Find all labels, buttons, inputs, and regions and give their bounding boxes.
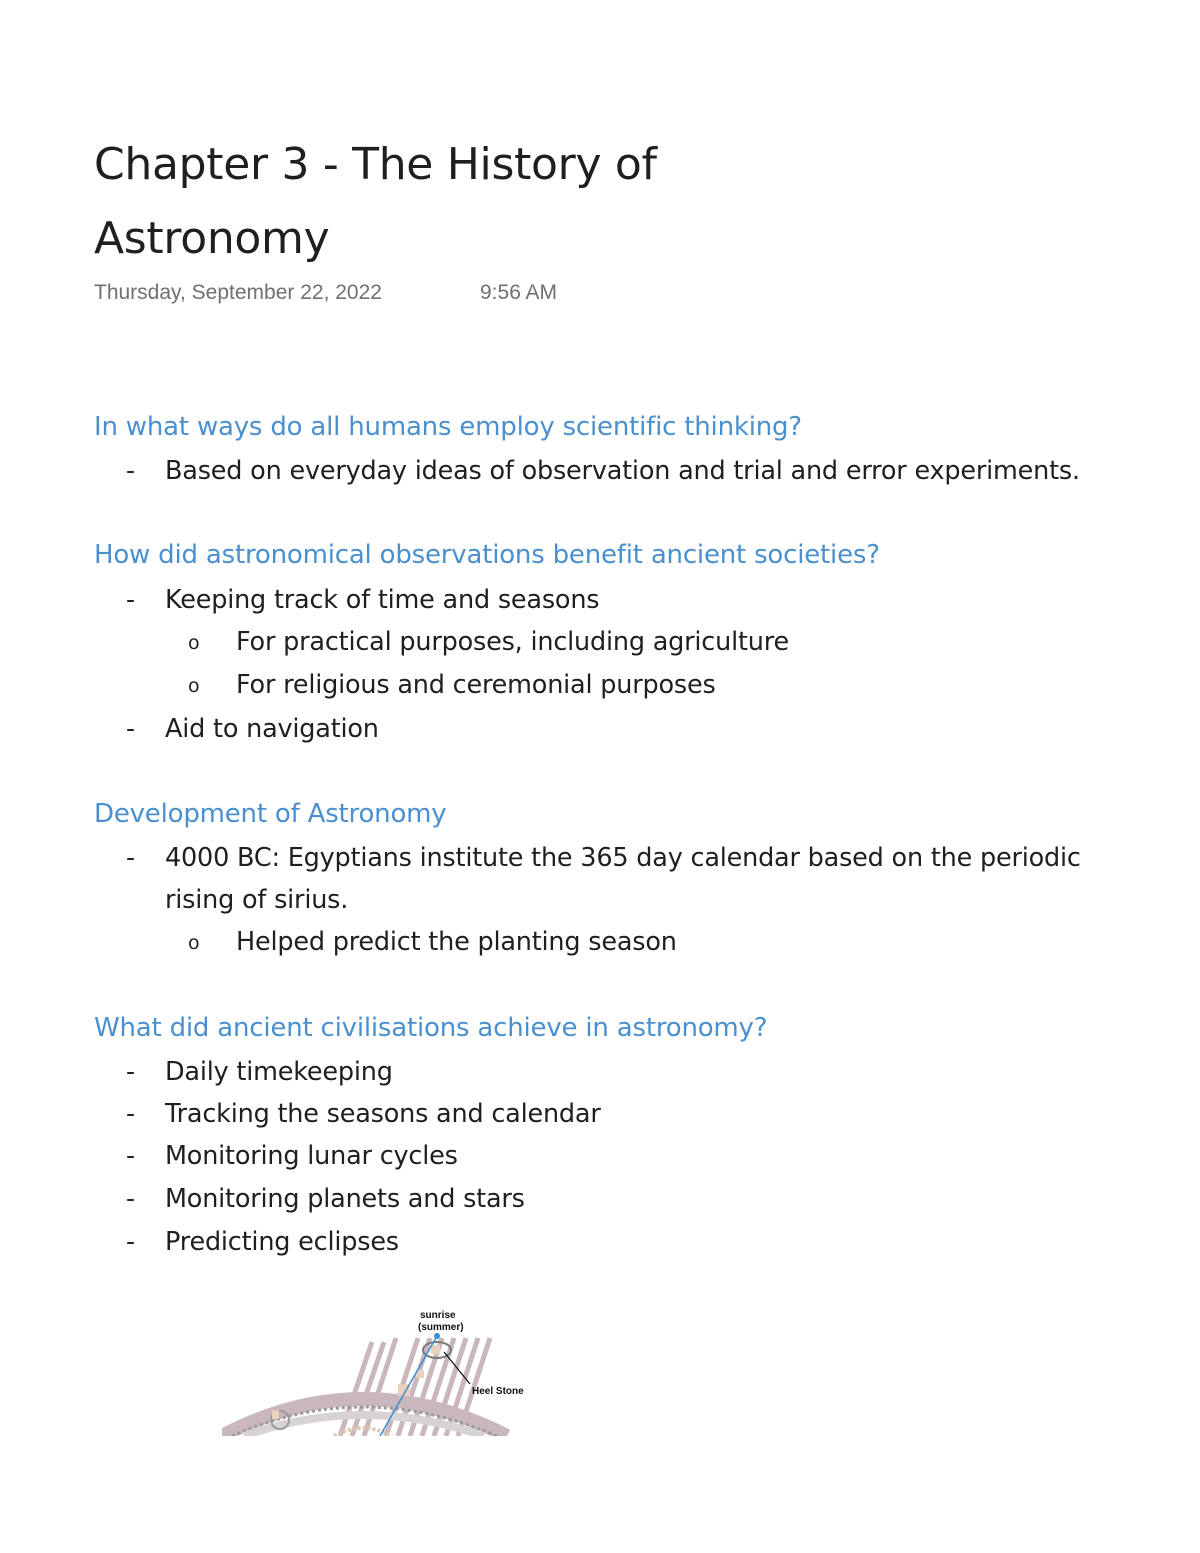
- list-item: Keeping track of time and seasons: [165, 585, 600, 615]
- circle-bullet: o: [188, 932, 200, 954]
- section-heading-scientific-thinking: In what ways do all humans employ scientific thinking?: [94, 412, 802, 442]
- page-title: Chapter 3 - The History of Astronomy: [94, 139, 657, 264]
- dash-bullet: -: [126, 1184, 136, 1213]
- dash-bullet: -: [126, 843, 136, 872]
- section-heading-achievements: What did ancient civilisations achieve in astronomy?: [94, 1013, 768, 1043]
- list-item: Aid to navigation: [165, 714, 379, 744]
- sun-marker: [434, 1333, 440, 1339]
- page-time: 9:56 AM: [480, 281, 558, 304]
- circle-bullet: o: [188, 675, 200, 697]
- dash-bullet: -: [126, 1227, 136, 1256]
- dash-bullet: -: [126, 1099, 136, 1128]
- station-stone: [272, 1410, 279, 1419]
- list-item-continuation: rising of sirius.: [165, 885, 349, 915]
- list-item: Based on everyday ideas of observation and trial and error experiments.: [165, 456, 1080, 486]
- label-summer: (summer): [418, 1322, 464, 1333]
- dash-bullet: -: [126, 714, 136, 743]
- circle-bullet: o: [188, 632, 200, 654]
- dash-bullet: -: [126, 585, 136, 614]
- stonehenge-diagram-svg: [222, 1302, 542, 1436]
- list-item: For practical purposes, including agriculture: [236, 627, 789, 657]
- list-item: Tracking the seasons and calendar: [165, 1099, 601, 1129]
- label-sunrise: sunrise: [420, 1310, 456, 1321]
- label-heel-stone: Heel Stone: [472, 1386, 524, 1397]
- list-item: Daily timekeeping: [165, 1057, 393, 1087]
- list-item: Monitoring lunar cycles: [165, 1141, 458, 1171]
- dash-bullet: -: [126, 1141, 136, 1170]
- dash-bullet: -: [126, 1057, 136, 1086]
- list-item: 4000 BC: Egyptians institute the 365 day calendar based on the periodic: [165, 843, 1081, 873]
- section-heading-ancient-benefits: How did astronomical observations benefit ancient societies?: [94, 540, 880, 570]
- list-item: Predicting eclipses: [165, 1227, 399, 1257]
- heel-stone: [431, 1345, 440, 1354]
- dash-bullet: -: [126, 456, 136, 485]
- list-item: Monitoring planets and stars: [165, 1184, 525, 1214]
- section-heading-development: Development of Astronomy: [94, 799, 447, 829]
- stonehenge-diagram: [222, 1302, 542, 1436]
- list-item: Helped predict the planting season: [236, 927, 677, 957]
- list-item: For religious and ceremonial purposes: [236, 670, 716, 700]
- page-date: Thursday, September 22, 2022: [94, 281, 382, 304]
